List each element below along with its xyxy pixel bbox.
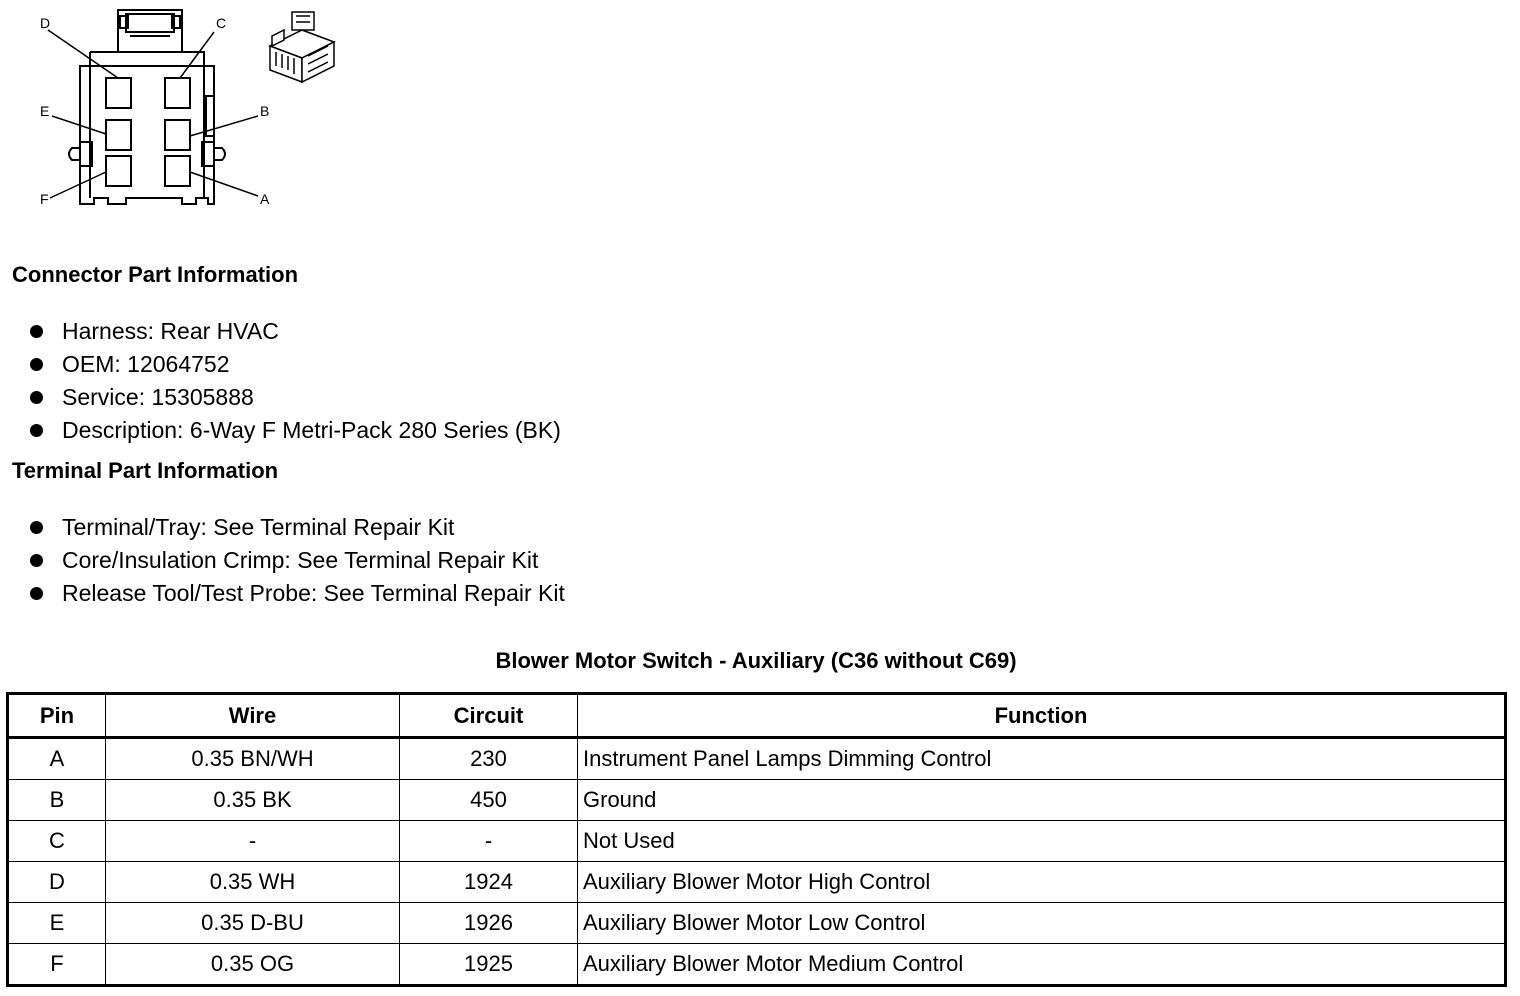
cell-wire: 0.35 BN/WH	[106, 738, 400, 780]
connector-info-list	[28, 315, 561, 447]
cell-circuit: 450	[400, 780, 578, 821]
table-header-row	[8, 694, 1506, 738]
table-row	[8, 821, 1506, 862]
connector-info-title: Connector Part Information	[12, 262, 299, 287]
cell-circuit: 1925	[400, 944, 578, 986]
cell-pin: C	[8, 821, 106, 862]
cell-circuit: 1924	[400, 862, 578, 903]
cell-function: Instrument Panel Lamps Dimming Control	[578, 738, 1506, 780]
connector-info-description: Description: 6-Way F Metri-Pack 280 Series (BK)	[28, 414, 561, 447]
cell-pin: B	[8, 780, 106, 821]
cell-function: Auxiliary Blower Motor Medium Control	[578, 944, 1506, 986]
cell-wire: -	[106, 821, 400, 862]
table-row	[8, 862, 1506, 903]
cell-wire: 0.35 WH	[106, 862, 400, 903]
cell-pin: F	[8, 944, 106, 986]
pin-table	[6, 692, 1507, 987]
connector-info-harness: Harness: Rear HVAC	[28, 315, 561, 348]
cell-circuit: 230	[400, 738, 578, 780]
cell-function: Auxiliary Blower Motor High Control	[578, 862, 1506, 903]
table-row	[8, 944, 1506, 986]
header-pin: Pin	[8, 694, 106, 738]
cell-wire: 0.35 D-BU	[106, 903, 400, 944]
table-row	[8, 738, 1506, 780]
cell-pin: E	[8, 903, 106, 944]
pin-label-d: D	[40, 15, 51, 31]
cell-circuit: 1926	[400, 903, 578, 944]
terminal-info-list	[28, 511, 565, 610]
cell-function: Not Used	[578, 821, 1506, 862]
table-row	[8, 903, 1506, 944]
cell-wire: 0.35 OG	[106, 944, 400, 986]
connector-info-oem: OEM: 12064752	[28, 348, 561, 381]
pin-label-e: E	[40, 103, 50, 119]
header-wire: Wire	[106, 694, 400, 738]
terminal-info-tray: Terminal/Tray: See Terminal Repair Kit	[28, 511, 565, 544]
cell-function: Ground	[578, 780, 1506, 821]
connector-info-service: Service: 15305888	[28, 381, 561, 414]
header-function: Function	[578, 694, 1506, 738]
terminal-info-tool: Release Tool/Test Probe: See Terminal Repair Kit	[28, 577, 565, 610]
cell-pin: D	[8, 862, 106, 903]
pin-label-b: B	[260, 103, 270, 119]
terminal-info-title: Terminal Part Information	[12, 458, 279, 483]
cell-function: Auxiliary Blower Motor Low Control	[578, 903, 1506, 944]
cell-wire: 0.35 BK	[106, 780, 400, 821]
connector-face-diagram	[30, 8, 280, 213]
table-title: Blower Motor Switch - Auxiliary (C36 without C69)	[495, 648, 1017, 673]
pin-label-a: A	[260, 191, 270, 207]
terminal-info-crimp: Core/Insulation Crimp: See Terminal Repair Kit	[28, 544, 565, 577]
table-row	[8, 780, 1506, 821]
cell-pin: A	[8, 738, 106, 780]
pin-label-f: F	[40, 191, 49, 207]
header-circuit: Circuit	[400, 694, 578, 738]
cell-circuit: -	[400, 821, 578, 862]
connector-isometric-image	[262, 6, 342, 88]
pin-label-c: C	[216, 15, 227, 31]
